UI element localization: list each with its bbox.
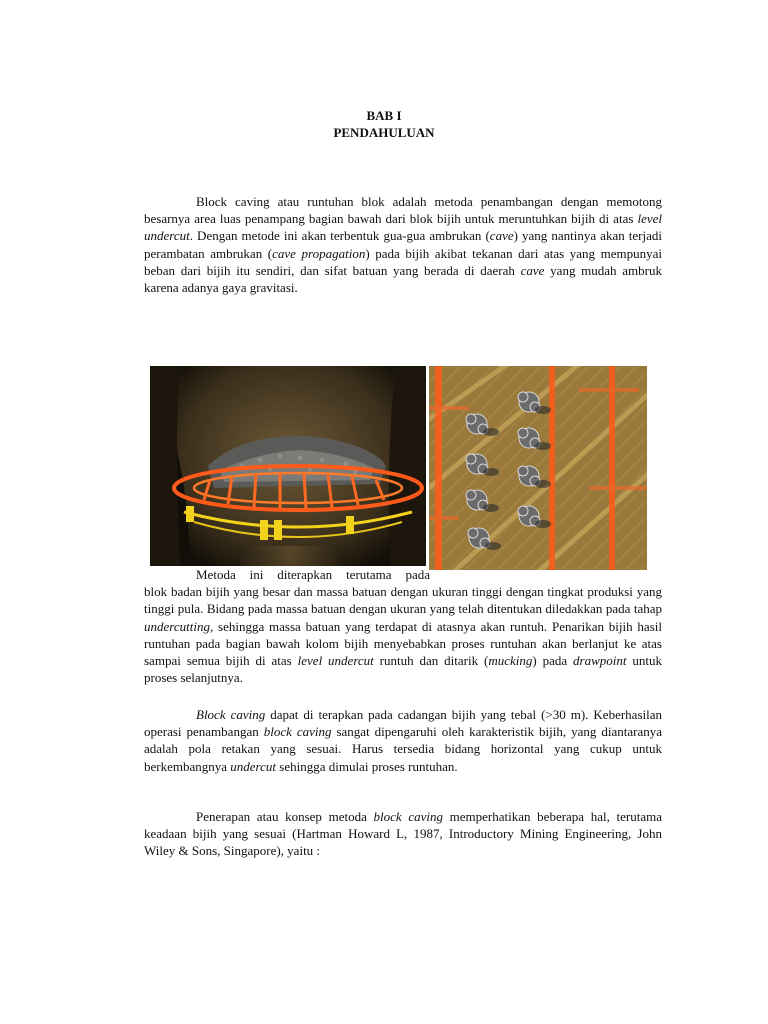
paragraph-requirements <box>144 706 662 775</box>
paragraph-application <box>144 808 662 860</box>
text-run: ) pada <box>532 653 574 669</box>
chapter-title: PENDAHULUAN <box>333 125 435 140</box>
paragraph-method-body <box>144 584 662 685</box>
text-run: Penerapan atau konsep metoda <box>196 809 374 824</box>
text-run: runtuh dan ditarik ( <box>373 653 489 669</box>
italic-term: drawpoint <box>573 653 627 669</box>
text-run: sangat dipengaruhi oleh karakteristik bijih, yang diantaranya adalah pola retakan yang sesuai. Harus tersedia bidang horizontal yang cukup untuk berkembangnya <box>144 724 663 774</box>
italic-term: block caving <box>373 809 443 824</box>
text-run: memperhatikan beberapa hal, terutama keadaan bijih yang sesuai (Hartman Howard L, 1987, Introductory Mining Engineering, John Wiley & Sons, Singapore), yaitu : <box>144 809 663 859</box>
paragraph-method <box>144 566 662 686</box>
italic-term: level undercut <box>144 211 662 244</box>
block-caving-3d-illustration <box>150 366 426 566</box>
text-run: untuk proses selanjutnya. <box>144 653 662 686</box>
italic-term: cave <box>489 228 514 244</box>
italic-term: mucking <box>488 653 533 669</box>
block-caving-plan-view-illustration <box>429 366 647 570</box>
text-run: Block caving atau runtuhan blok adalah metoda penambangan dengan memotong besarnya area luas penampang bagian bawah dari blok bijih untuk meruntuhkan bijih di atas <box>144 194 662 227</box>
italic-term: cave <box>520 262 545 278</box>
italic-term: block caving <box>263 724 332 740</box>
italic-term: Block caving <box>196 707 266 722</box>
text-run: sehingga dimulai proses runtuhan. <box>276 758 458 774</box>
text-run: , sehingga massa batuan yang terdapat di atasnya akan runtuh. Penarikan bijih hasil runtuhan pada bagian bawah kolom bijih menyebabkan proses runtuhan akan berlanjut ke atas sampai semua bijih di atas <box>144 618 662 669</box>
paragraph-intro <box>144 193 662 296</box>
italic-term: undercutting <box>144 618 210 634</box>
paragraph-method-first-line: Metoda ini diterapkan terutama pada <box>196 567 430 582</box>
text-run: blok badan bijih yang besar dan massa batuan dengan ukuran tinggi dengan tingkat produksi yang tinggi pula. Bidang pada massa batuan dengan ukuran yang telah ditentukan diledakkan pada tahap <box>144 584 662 617</box>
italic-term: undercut <box>230 758 277 774</box>
italic-term: cave propagation <box>272 245 366 261</box>
text-run: dapat di terapkan pada cadangan bijih yang tebal (>30 m). Keberhasilan operasi penambangan <box>144 707 662 740</box>
text-run: ) pada bijih akibat tekanan dari atas yang mempunyai beban dari bijih itu sendiri, dan sifat batuan yang berada di daerah <box>144 245 662 278</box>
italic-term: level undercut <box>297 653 374 669</box>
text-run: ) yang nantinya akan terjadi perambatan ambrukan ( <box>144 228 663 261</box>
chapter-number: BAB I <box>366 108 402 123</box>
text-run: . Dengan metode ini akan terbentuk gua-gua ambrukan ( <box>189 228 490 244</box>
text-run: yang mudah ambruk karena adanya gaya gravitasi. <box>144 262 662 296</box>
